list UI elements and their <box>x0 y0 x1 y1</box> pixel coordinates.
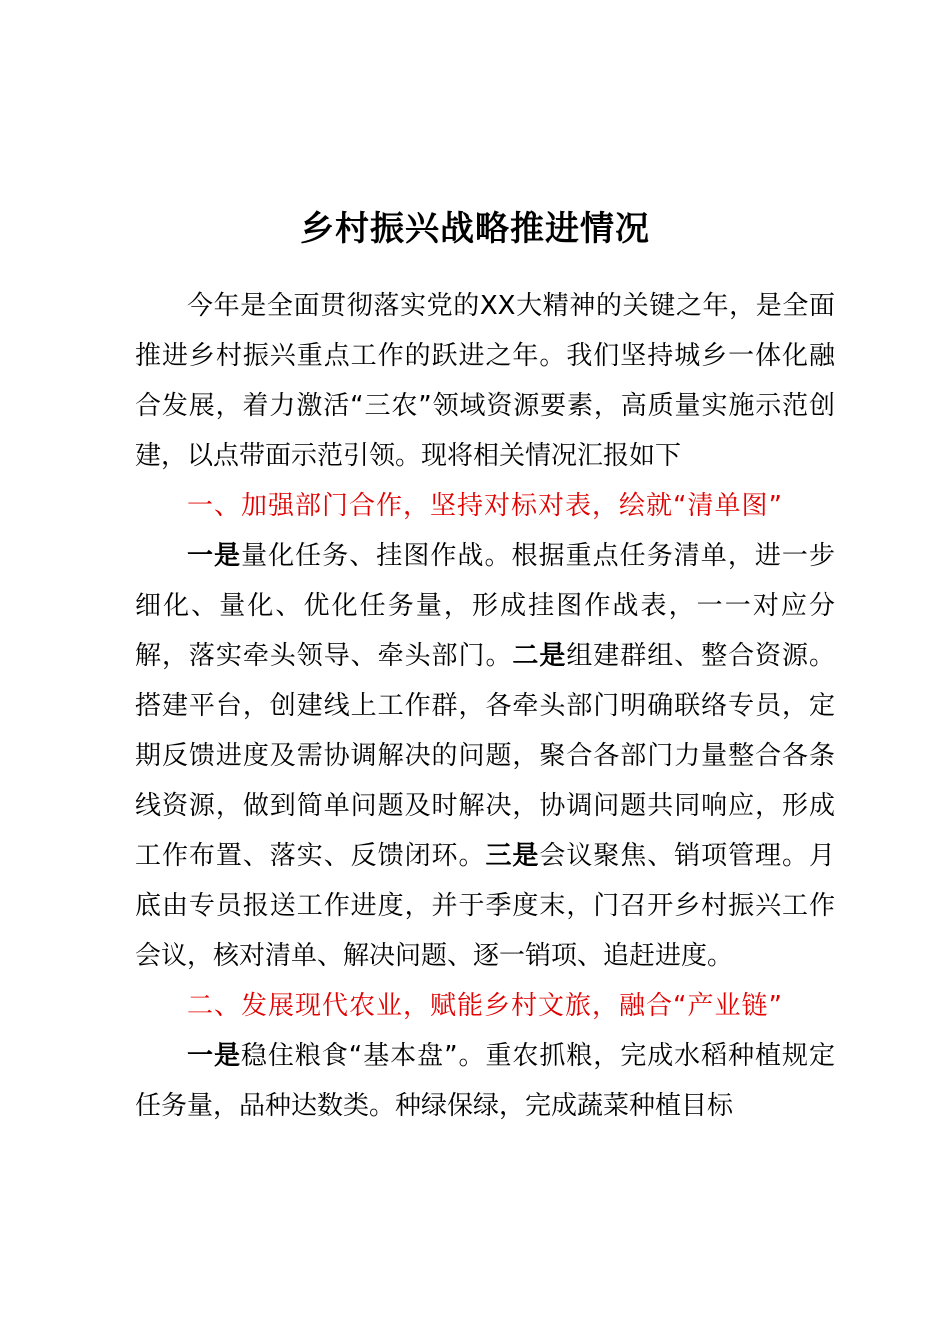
section-2-text-1: 稳住粮食“基本盘”。重农抓粮，完成水稻种植规定任务量，品种达数类。种绿保绿，完成蔬菜种植目标 <box>135 1041 835 1121</box>
section-1-lead-2: 二是 <box>512 641 567 671</box>
section-1-text-3: 会议聚焦、销项管理。月底由专员报送工作进度，并于季度末，门召开乡村振兴工作会议，核对清单、解决问题、逐一销项、追赶进度。 <box>135 841 835 971</box>
section-1-lead-1: 一是 <box>187 541 242 571</box>
section-2-heading: 二、发展现代农业，赋能乡村文旅，融合“产业链” <box>187 991 783 1021</box>
section-1-text-2: 组建群组、整合资源。搭建平台，创建线上工作群，各牵头部门明确联络专员，定期反馈进度及需协调解决的问题，聚合各部门力量整合各条线资源，做到简单问题及时解决，协调问题共同响应，形成工作布置、落实、反馈闭环。 <box>135 641 835 871</box>
document-title: 乡村振兴战略推进情况 <box>300 209 650 249</box>
section-1-paragraph <box>135 531 835 981</box>
section-1-heading: 一、加强部门合作，坚持对标对表，绘就“清单图” <box>187 491 783 521</box>
section-2-paragraph <box>135 1031 835 1131</box>
section-2-lead-1: 一是 <box>187 1041 241 1071</box>
section-1-text-1: 量化任务、挂图作战。根据重点任务清单，进一步细化、量化、优化任务量，形成挂图作战表，一一对应分解，落实牵头领导、牵头部门。 <box>135 541 835 671</box>
document-body <box>135 281 835 1131</box>
section-1-lead-3: 三是 <box>485 841 540 871</box>
intro-paragraph: 今年是全面贯彻落实党的XX大精神的关键之年，是全面推进乡村振兴重点工作的跃进之年。我们坚持城乡一体化融合发展，着力激活“三农”领域资源要素，高质量实施示范创建，以点带面示范引领。现将相关情况汇报如下 <box>135 291 835 471</box>
